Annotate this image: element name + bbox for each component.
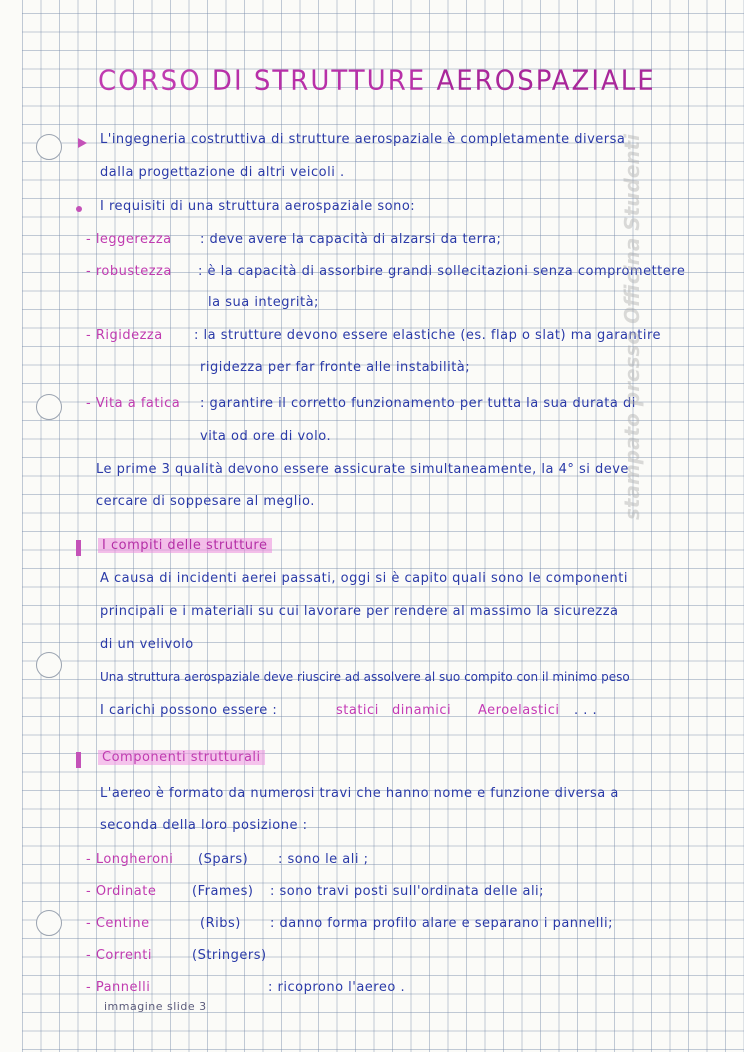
requisito-vita-fatica: - Vita a fatica : garantire il corretto funzionamento per tutta la sua durata di	[86, 396, 636, 411]
watermark: stampato presso Officina Studenti	[620, 133, 644, 520]
title-word-3: AEROSPAZIALE	[436, 65, 656, 97]
intro-line-1: L'ingegneria costruttiva di strutture aerospaziale è completamente diversa	[100, 132, 626, 147]
componente-ordinate: - Ordinate (Frames) : sono travi posti sull'ordinata delle ali;	[86, 884, 545, 899]
carico-statici: statici	[336, 703, 379, 718]
componenti-intro-2: seconda della loro posizione :	[100, 818, 308, 833]
requisito-rigidezza: - Rigidezza : la strutture devono essere elastiche (es. flap o slat) ma garantire	[86, 328, 662, 343]
requisito-robustezza: - robustezza : è la capacità di assorbire grandi sollecitazioni senza compromettere	[86, 264, 686, 279]
componente-pannelli: - Pannelli : ricoprono l'aereo .	[86, 980, 406, 995]
requisito-rigidezza-cont: rigidezza per far fronte alle instabilità;	[200, 360, 471, 375]
componente-longheroni: - Longheroni (Spars) : sono le ali ;	[86, 852, 369, 867]
requisito-leggerezza: - leggerezza : deve avere la capacità di alzarsi da terra;	[86, 232, 502, 247]
requisito-vita-fatica-cont: vita od ore di volo.	[200, 429, 332, 444]
page-title	[98, 65, 656, 97]
requisiti-closing-1: Le prime 3 qualità devono essere assicurate simultaneamente, la 4° si deve	[96, 462, 629, 477]
compiti-line-2: principali e i materiali su cui lavorare per rendere al massimo la sicurezza	[100, 604, 619, 619]
carico-aeroelastici: Aeroelastici	[478, 703, 560, 718]
title-word-1: CORSO	[98, 65, 202, 97]
componenti-heading: Componenti strutturali	[0, 750, 744, 774]
title-word-2: DI STRUTTURE	[211, 65, 427, 97]
carico-ellipsis: . . .	[574, 703, 598, 718]
footnote: immagine slide 3	[104, 1000, 207, 1013]
componente-centine: - Centine (Ribs) : danno forma profilo alare e separano i pannelli;	[86, 916, 613, 931]
compiti-line-carichi: I carichi possono essere : statici dinamici Aeroelastici . . .	[100, 703, 598, 718]
carico-dinamici: dinamici	[392, 703, 452, 718]
requisiti-heading: I requisiti di una struttura aerospaziale sono:	[100, 199, 416, 214]
intro-line-2: dalla progettazione di altri veicoli .	[100, 165, 345, 180]
compiti-line-1: A causa di incidenti aerei passati, oggi si è capito quali sono le componenti	[100, 571, 628, 586]
componenti-intro-1: L'aereo è formato da numerosi travi che hanno nome e funzione diversa a	[100, 786, 619, 801]
compiti-line-3: di un velivolo	[100, 637, 194, 652]
requisiti-closing-2: cercare di soppesare al meglio.	[96, 494, 315, 509]
compiti-line-4: Una struttura aerospaziale deve riuscire ad assolvere al suo compito con il minimo peso	[100, 670, 630, 684]
componente-correnti: - Correnti (Stringers)	[86, 948, 267, 963]
requisito-robustezza-cont: la sua integrità;	[208, 295, 319, 310]
compiti-heading: I compiti delle strutture	[0, 538, 744, 562]
